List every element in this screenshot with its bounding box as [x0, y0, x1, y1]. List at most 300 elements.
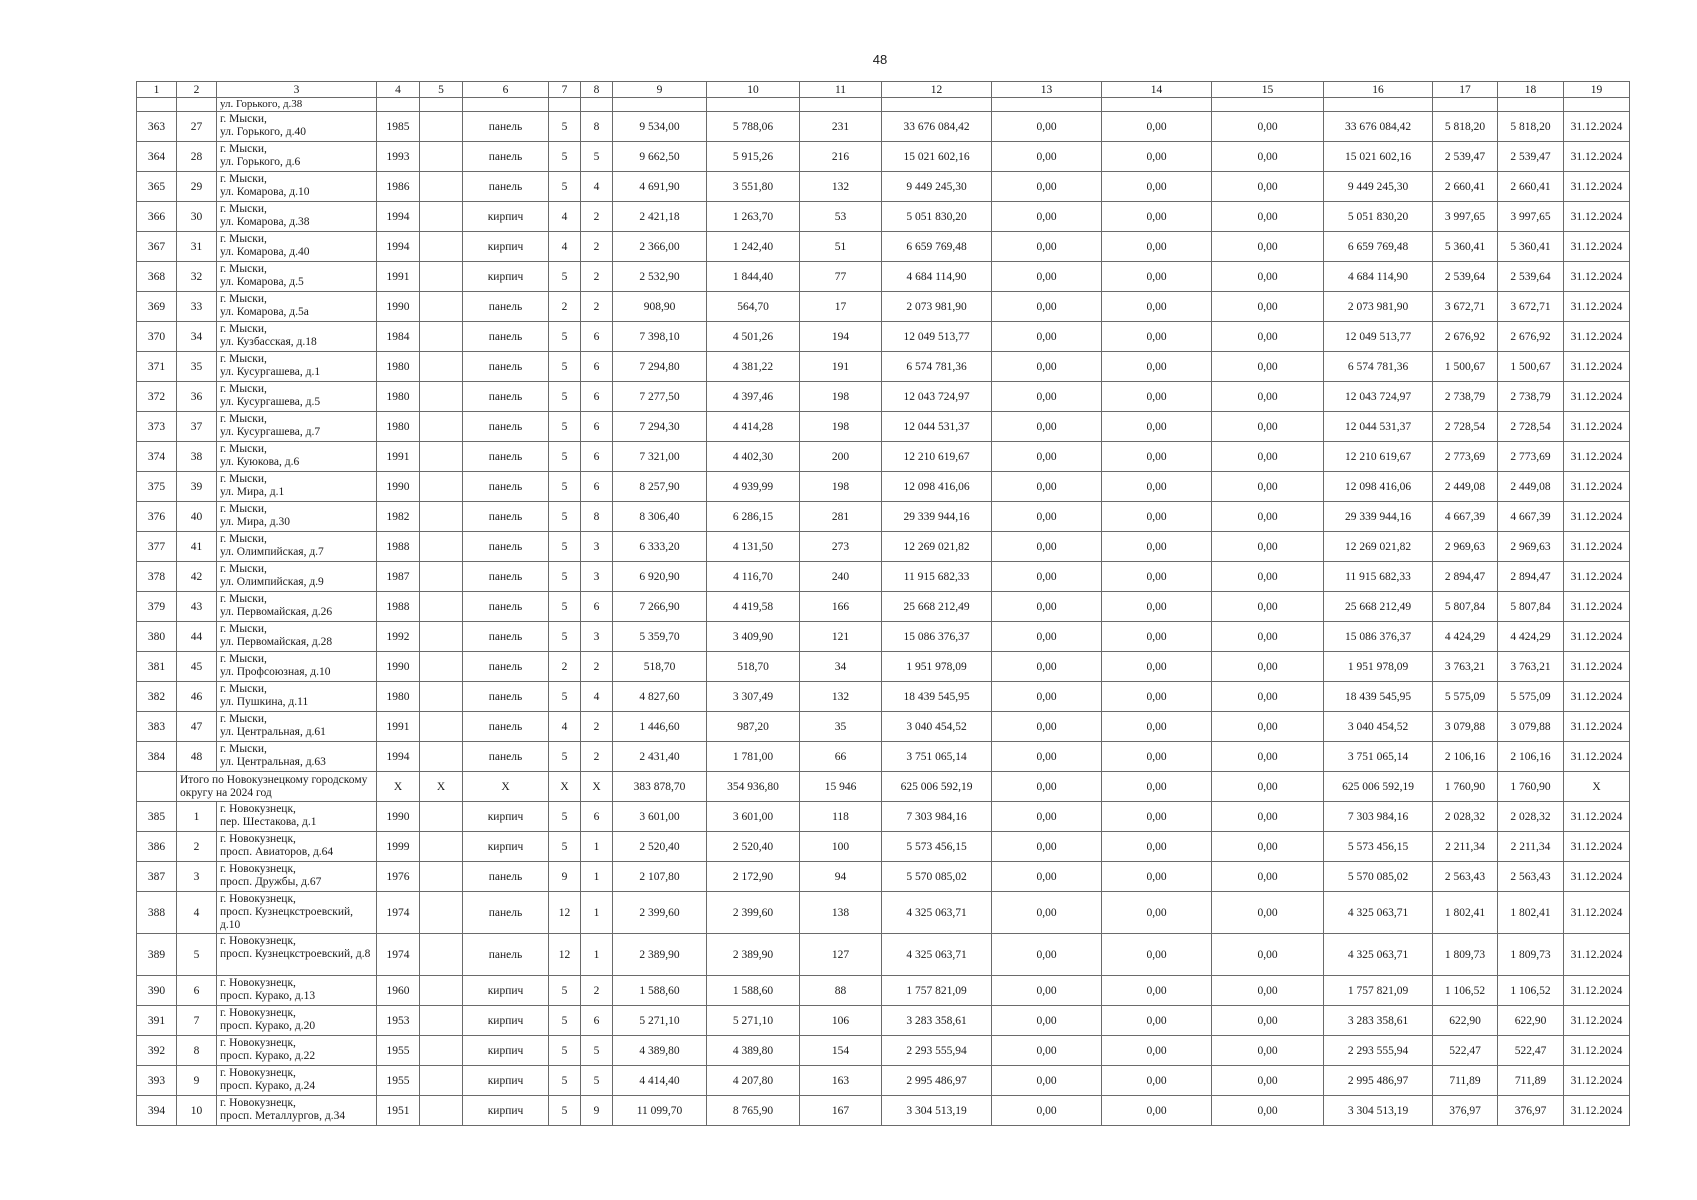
- column-5-value: [420, 1066, 463, 1096]
- entrances-count: 4: [581, 682, 613, 712]
- year-built: 1990: [377, 472, 420, 502]
- row-number: 388: [137, 892, 177, 934]
- column-number-header: 5: [420, 82, 463, 98]
- residential-area: 4 116,70: [707, 562, 800, 592]
- year-built: 1991: [377, 712, 420, 742]
- address-cell: [217, 712, 377, 742]
- residents-count: 167: [800, 1096, 882, 1126]
- wall-material: панель: [463, 112, 549, 142]
- address-cell: [217, 232, 377, 262]
- residents-count: 163: [800, 1066, 882, 1096]
- column-5-value: [420, 322, 463, 352]
- cost-total: 3 283 358,61: [882, 1006, 992, 1036]
- cost-owners-funds: 1 951 978,09: [1324, 652, 1433, 682]
- cost-total: 4 325 063,71: [882, 934, 992, 976]
- address-street: пер. Шестакова, д.1: [220, 816, 317, 828]
- column-5-value: [420, 232, 463, 262]
- address-city: г. Мыски,: [220, 533, 267, 545]
- total-area: 7 266,90: [613, 592, 707, 622]
- residents-count: 198: [800, 472, 882, 502]
- year-built: 1993: [377, 142, 420, 172]
- floors-count: 9: [549, 862, 581, 892]
- row-number: 384: [137, 742, 177, 772]
- entrances-count: 3: [581, 562, 613, 592]
- unit-cost: 1 500,67: [1433, 352, 1498, 382]
- address-street: ул. Первомайская, д.28: [220, 636, 333, 648]
- completion-date: 31.12.2024: [1564, 472, 1630, 502]
- cost-column-15: 0,00: [1212, 1036, 1324, 1066]
- address-cell: [217, 352, 377, 382]
- unit-cost: 1 809,73: [1433, 934, 1498, 976]
- address-city: г. Мыски,: [220, 623, 267, 635]
- column-5-value: [420, 682, 463, 712]
- cost-column-14: 0,00: [1102, 442, 1212, 472]
- cost-total: 25 668 212,49: [882, 592, 992, 622]
- address-city: г. Новокузнецк,: [220, 1067, 296, 1079]
- table-row: [137, 652, 1630, 682]
- cost-column-15: 0,00: [1212, 976, 1324, 1006]
- wall-material: панель: [463, 652, 549, 682]
- row-number: 385: [137, 802, 177, 832]
- residential-area: 1 588,60: [707, 976, 800, 1006]
- row-number: 377: [137, 532, 177, 562]
- year-built: 1980: [377, 682, 420, 712]
- table-row: [137, 322, 1630, 352]
- wall-material: панель: [463, 412, 549, 442]
- column-5-value: [420, 802, 463, 832]
- max-unit-cost: 2 563,43: [1498, 862, 1564, 892]
- table-row: [137, 892, 1630, 934]
- cost-total: 33 676 084,42: [882, 112, 992, 142]
- floors-count: 12: [549, 934, 581, 976]
- municipal-row-number: 35: [177, 352, 217, 382]
- municipal-row-number: 44: [177, 622, 217, 652]
- address-cell: [217, 1036, 377, 1066]
- column-5-value: [420, 562, 463, 592]
- floors-count: 5: [549, 592, 581, 622]
- column-5-value: [420, 712, 463, 742]
- max-unit-cost: 1 802,41: [1498, 892, 1564, 934]
- table-row: [137, 502, 1630, 532]
- max-unit-cost: 5 818,20: [1498, 112, 1564, 142]
- municipal-row-number: 27: [177, 112, 217, 142]
- wall-material: панель: [463, 502, 549, 532]
- unit-cost: 3 763,21: [1433, 652, 1498, 682]
- cost-total: 12 210 619,67: [882, 442, 992, 472]
- residents-count: 132: [800, 172, 882, 202]
- cost-total: 1 757 821,09: [882, 976, 992, 1006]
- residential-area: 3 601,00: [707, 802, 800, 832]
- entrances-count: 5: [581, 1066, 613, 1096]
- cost-total: 9 449 245,30: [882, 172, 992, 202]
- floors-count: 12: [549, 892, 581, 934]
- cost-column-14: 0,00: [1102, 652, 1212, 682]
- completion-date: 31.12.2024: [1564, 292, 1630, 322]
- cost-column-15: 0,00: [1212, 622, 1324, 652]
- entrances-count: 5: [581, 142, 613, 172]
- residential-area: 987,20: [707, 712, 800, 742]
- address-city: г. Новокузнецк,: [220, 1007, 296, 1019]
- row-number: 372: [137, 382, 177, 412]
- municipal-row-number: 2: [177, 832, 217, 862]
- completion-date: 31.12.2024: [1564, 682, 1630, 712]
- row-number: 392: [137, 1036, 177, 1066]
- floors-count: 5: [549, 502, 581, 532]
- cost-column-13: 0,00: [992, 862, 1102, 892]
- municipal-row-number: 43: [177, 592, 217, 622]
- column-5-value: [420, 172, 463, 202]
- entrances-count: 2: [581, 232, 613, 262]
- total-area: 7 277,50: [613, 382, 707, 412]
- cost-owners-funds: 25 668 212,49: [1324, 592, 1433, 622]
- cost-column-13: 0,00: [992, 382, 1102, 412]
- completion-date: 31.12.2024: [1564, 352, 1630, 382]
- entrances-count: 6: [581, 322, 613, 352]
- table-row: [137, 1066, 1630, 1096]
- unit-cost: 2 773,69: [1433, 442, 1498, 472]
- total-value: 354 936,80: [707, 772, 800, 802]
- total-area: 8 306,40: [613, 502, 707, 532]
- unit-cost: 622,90: [1433, 1006, 1498, 1036]
- cost-total: 12 269 021,82: [882, 532, 992, 562]
- cost-column-13: 0,00: [992, 592, 1102, 622]
- column-number-header: 16: [1324, 82, 1433, 98]
- wall-material: кирпич: [463, 262, 549, 292]
- row-number: 382: [137, 682, 177, 712]
- wall-material: кирпич: [463, 976, 549, 1006]
- row-number: 379: [137, 592, 177, 622]
- cost-owners-funds: 15 021 602,16: [1324, 142, 1433, 172]
- wall-material: панель: [463, 742, 549, 772]
- cost-column-14: 0,00: [1102, 472, 1212, 502]
- address-city: г. Мыски,: [220, 473, 267, 485]
- cost-column-15: 0,00: [1212, 742, 1324, 772]
- row-number: 391: [137, 1006, 177, 1036]
- residential-area: 1 263,70: [707, 202, 800, 232]
- unit-cost: 2 449,08: [1433, 472, 1498, 502]
- address-city: г. Мыски,: [220, 653, 267, 665]
- entrances-count: 6: [581, 592, 613, 622]
- completion-date: 31.12.2024: [1564, 592, 1630, 622]
- total-area: 2 421,18: [613, 202, 707, 232]
- table-row: [137, 592, 1630, 622]
- year-built: 1980: [377, 412, 420, 442]
- residents-count: 191: [800, 352, 882, 382]
- cost-column-14: 0,00: [1102, 142, 1212, 172]
- municipal-row-number: 33: [177, 292, 217, 322]
- wall-material: кирпич: [463, 1096, 549, 1126]
- row-number: 383: [137, 712, 177, 742]
- total-area: 518,70: [613, 652, 707, 682]
- completion-date: 31.12.2024: [1564, 532, 1630, 562]
- address-street: просп. Авиаторов, д.64: [220, 846, 334, 858]
- address-city: г. Мыски,: [220, 233, 267, 245]
- cost-owners-funds: 12 044 531,37: [1324, 412, 1433, 442]
- municipal-row-number: 31: [177, 232, 217, 262]
- cost-column-13: 0,00: [992, 532, 1102, 562]
- residents-count: 166: [800, 592, 882, 622]
- cost-column-14: 0,00: [1102, 832, 1212, 862]
- total-area: 4 414,40: [613, 1066, 707, 1096]
- cost-total: 4 684 114,90: [882, 262, 992, 292]
- entrances-count: 8: [581, 112, 613, 142]
- unit-cost: 4 667,39: [1433, 502, 1498, 532]
- column-5-value: [420, 622, 463, 652]
- column-5-value: [420, 352, 463, 382]
- cost-owners-funds: 12 049 513,77: [1324, 322, 1433, 352]
- year-built: 1976: [377, 862, 420, 892]
- residents-count: 118: [800, 802, 882, 832]
- cost-column-14: 0,00: [1102, 382, 1212, 412]
- residential-area: 4 414,28: [707, 412, 800, 442]
- cost-column-15: 0,00: [1212, 1066, 1324, 1096]
- cost-column-15: 0,00: [1212, 832, 1324, 862]
- cost-column-14: 0,00: [1102, 862, 1212, 892]
- cost-owners-funds: 5 573 456,15: [1324, 832, 1433, 862]
- address-cell: [217, 322, 377, 352]
- cost-owners-funds: 2 995 486,97: [1324, 1066, 1433, 1096]
- cost-column-14: 0,00: [1102, 292, 1212, 322]
- municipal-row-number: 29: [177, 172, 217, 202]
- wall-material: кирпич: [463, 232, 549, 262]
- residents-count: 100: [800, 832, 882, 862]
- cost-total: 6 659 769,48: [882, 232, 992, 262]
- table-row: [137, 262, 1630, 292]
- entrances-count: 6: [581, 442, 613, 472]
- cost-column-14: 0,00: [1102, 412, 1212, 442]
- table-row: [137, 292, 1630, 322]
- entrances-count: 6: [581, 412, 613, 442]
- address-cell: [217, 412, 377, 442]
- address-street: ул. Центральная, д.61: [220, 726, 326, 738]
- floors-count: 5: [549, 682, 581, 712]
- cost-column-15: 0,00: [1212, 412, 1324, 442]
- year-built: 1982: [377, 502, 420, 532]
- cost-owners-funds: 12 269 021,82: [1324, 532, 1433, 562]
- residents-count: 231: [800, 112, 882, 142]
- address-street: просп. Курако, д.20: [220, 1020, 316, 1032]
- wall-material: кирпич: [463, 1066, 549, 1096]
- completion-date: 31.12.2024: [1564, 232, 1630, 262]
- residential-area: 1 781,00: [707, 742, 800, 772]
- cost-owners-funds: 7 303 984,16: [1324, 802, 1433, 832]
- floors-count: 5: [549, 832, 581, 862]
- address-city: г. Новокузнецк,: [220, 833, 296, 845]
- floors-count: 5: [549, 352, 581, 382]
- column-number-header: 7: [549, 82, 581, 98]
- total-area: 4 691,90: [613, 172, 707, 202]
- cost-column-15: 0,00: [1212, 1006, 1324, 1036]
- total-area: 5 359,70: [613, 622, 707, 652]
- column-number-header: 12: [882, 82, 992, 98]
- max-unit-cost: 4 667,39: [1498, 502, 1564, 532]
- wall-material: панель: [463, 322, 549, 352]
- cell-empty: [137, 772, 177, 802]
- total-value: X: [377, 772, 420, 802]
- column-5-value: [420, 652, 463, 682]
- cost-owners-funds: 3 304 513,19: [1324, 1096, 1433, 1126]
- wall-material: кирпич: [463, 802, 549, 832]
- completion-date: 31.12.2024: [1564, 202, 1630, 232]
- unit-cost: 522,47: [1433, 1036, 1498, 1066]
- cost-column-15: 0,00: [1212, 142, 1324, 172]
- floors-count: 5: [549, 262, 581, 292]
- address-street: ул. Кузбасская, д.18: [220, 336, 317, 348]
- cost-column-15: 0,00: [1212, 802, 1324, 832]
- table-row: [137, 472, 1630, 502]
- year-built: 1999: [377, 832, 420, 862]
- year-built: 1994: [377, 202, 420, 232]
- cost-column-14: 0,00: [1102, 622, 1212, 652]
- address-cell: [217, 472, 377, 502]
- max-unit-cost: 2 028,32: [1498, 802, 1564, 832]
- residential-area: 4 402,30: [707, 442, 800, 472]
- wall-material: панель: [463, 532, 549, 562]
- residents-count: 138: [800, 892, 882, 934]
- row-number: 380: [137, 622, 177, 652]
- year-built: 1980: [377, 352, 420, 382]
- wall-material: панель: [463, 352, 549, 382]
- wall-material: панель: [463, 622, 549, 652]
- cost-owners-funds: 6 574 781,36: [1324, 352, 1433, 382]
- column-number-header: 18: [1498, 82, 1564, 98]
- address-city: г. Новокузнецк,: [220, 977, 296, 989]
- municipal-row-number: 5: [177, 934, 217, 976]
- floors-count: 5: [549, 1036, 581, 1066]
- max-unit-cost: 1 809,73: [1498, 934, 1564, 976]
- address-cell: [217, 742, 377, 772]
- unit-cost: 2 660,41: [1433, 172, 1498, 202]
- floors-count: 5: [549, 976, 581, 1006]
- cost-column-14: 0,00: [1102, 262, 1212, 292]
- cost-owners-funds: 12 043 724,97: [1324, 382, 1433, 412]
- floors-count: 5: [549, 562, 581, 592]
- year-built: 1990: [377, 292, 420, 322]
- address-street: ул. Кусургашева, д.7: [220, 426, 321, 438]
- cost-column-13: 0,00: [992, 742, 1102, 772]
- cost-total: 12 098 416,06: [882, 472, 992, 502]
- address-cell: [217, 112, 377, 142]
- total-label: Итого по Новокузнецкому городскому округу на 2024 год: [177, 772, 377, 802]
- municipal-row-number: 34: [177, 322, 217, 352]
- max-unit-cost: 5 575,09: [1498, 682, 1564, 712]
- unit-cost: 2 028,32: [1433, 802, 1498, 832]
- total-value: 0,00: [992, 772, 1102, 802]
- cost-total: 7 303 984,16: [882, 802, 992, 832]
- unit-cost: 4 424,29: [1433, 622, 1498, 652]
- floors-count: 5: [549, 472, 581, 502]
- cost-column-15: 0,00: [1212, 112, 1324, 142]
- cost-column-14: 0,00: [1102, 172, 1212, 202]
- unit-cost: 2 211,34: [1433, 832, 1498, 862]
- row-number: 374: [137, 442, 177, 472]
- completion-date: 31.12.2024: [1564, 172, 1630, 202]
- residents-count: 198: [800, 412, 882, 442]
- address-street: ул. Кусургашева, д.5: [220, 396, 321, 408]
- row-number: 363: [137, 112, 177, 142]
- year-built: 1986: [377, 172, 420, 202]
- max-unit-cost: 711,89: [1498, 1066, 1564, 1096]
- entrances-count: 8: [581, 502, 613, 532]
- residential-area: 5 271,10: [707, 1006, 800, 1036]
- address-cell: [217, 1066, 377, 1096]
- wall-material: панель: [463, 862, 549, 892]
- completion-date: 31.12.2024: [1564, 262, 1630, 292]
- residential-area: 4 389,80: [707, 1036, 800, 1066]
- column-number-header: 8: [581, 82, 613, 98]
- address-cell: [217, 172, 377, 202]
- wall-material: панель: [463, 934, 549, 976]
- cost-column-15: 0,00: [1212, 652, 1324, 682]
- cost-column-15: 0,00: [1212, 532, 1324, 562]
- wall-material: панель: [463, 712, 549, 742]
- wall-material: панель: [463, 682, 549, 712]
- address-city: г. Мыски,: [220, 293, 267, 305]
- unit-cost: 2 539,64: [1433, 262, 1498, 292]
- cost-total: 2 293 555,94: [882, 1036, 992, 1066]
- year-built: 1985: [377, 112, 420, 142]
- max-unit-cost: 2 106,16: [1498, 742, 1564, 772]
- unit-cost: 2 563,43: [1433, 862, 1498, 892]
- column-5-value: [420, 292, 463, 322]
- max-unit-cost: 3 997,65: [1498, 202, 1564, 232]
- total-area: 9 534,00: [613, 112, 707, 142]
- residential-area: 4 501,26: [707, 322, 800, 352]
- column-5-value: [420, 832, 463, 862]
- max-unit-cost: 622,90: [1498, 1006, 1564, 1036]
- cost-column-14: 0,00: [1102, 562, 1212, 592]
- total-area: 7 294,80: [613, 352, 707, 382]
- address-street: ул. Комарова, д.10: [220, 186, 310, 198]
- municipal-row-number: 9: [177, 1066, 217, 1096]
- cost-owners-funds: 29 339 944,16: [1324, 502, 1433, 532]
- cost-column-14: 0,00: [1102, 1066, 1212, 1096]
- municipal-row-number: 39: [177, 472, 217, 502]
- total-area: 1 446,60: [613, 712, 707, 742]
- max-unit-cost: 522,47: [1498, 1036, 1564, 1066]
- residents-count: 35: [800, 712, 882, 742]
- max-unit-cost: 2 969,63: [1498, 532, 1564, 562]
- completion-date: 31.12.2024: [1564, 322, 1630, 352]
- column-number-header: 11: [800, 82, 882, 98]
- max-unit-cost: 5 360,41: [1498, 232, 1564, 262]
- table-row: [137, 682, 1630, 712]
- address-street: ул. Олимпийская, д.9: [220, 576, 324, 588]
- column-5-value: [420, 142, 463, 172]
- entrances-count: 6: [581, 382, 613, 412]
- residential-area: 4 419,58: [707, 592, 800, 622]
- address-city: г. Мыски,: [220, 143, 267, 155]
- entrances-count: 1: [581, 862, 613, 892]
- max-unit-cost: 2 676,92: [1498, 322, 1564, 352]
- entrances-count: 2: [581, 202, 613, 232]
- cost-column-13: 0,00: [992, 112, 1102, 142]
- total-row: [137, 772, 1630, 802]
- unit-cost: 711,89: [1433, 1066, 1498, 1096]
- cost-column-13: 0,00: [992, 502, 1102, 532]
- column-5-value: [420, 1006, 463, 1036]
- residents-count: 132: [800, 682, 882, 712]
- max-unit-cost: 2 894,47: [1498, 562, 1564, 592]
- completion-date: 31.12.2024: [1564, 562, 1630, 592]
- unit-cost: 2 738,79: [1433, 382, 1498, 412]
- total-area: 7 294,30: [613, 412, 707, 442]
- cost-column-15: 0,00: [1212, 682, 1324, 712]
- unit-cost: 2 728,54: [1433, 412, 1498, 442]
- table-row: [137, 412, 1630, 442]
- cost-owners-funds: 4 325 063,71: [1324, 892, 1433, 934]
- cost-column-15: 0,00: [1212, 502, 1324, 532]
